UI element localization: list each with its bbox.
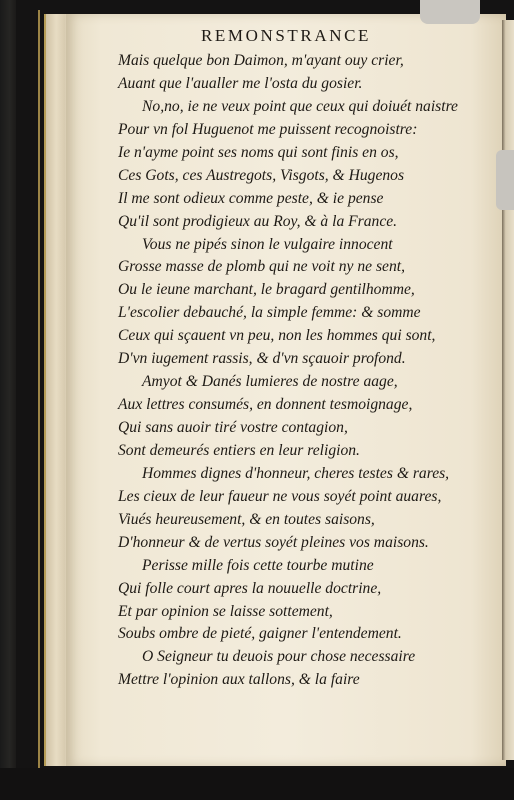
verse-line: Vous ne pipés sinon le vulgaire innocent (142, 235, 393, 253)
verse-line: Il me sont odieux comme peste, & ie pense (118, 189, 384, 207)
book-cover-edge (0, 0, 16, 800)
gilt-border-line (38, 10, 40, 770)
verse-line: Sont demeurés entiers en leur religion. (118, 441, 360, 459)
verse-line: Pour vn fol Huguenot me puissent recognoistre: (118, 120, 418, 138)
verse-line: Qu'il sont prodigieux au Roy, & à la France. (118, 212, 398, 230)
page-clip-right (496, 150, 514, 210)
verse-line: Ceux qui sçauent vn peu, non les hommes qui sont, (118, 327, 436, 345)
verse-line: L'escolier debauché, la simple femme: & somme (118, 304, 421, 322)
verse-line: Ces Gots, ces Austregots, Visgots, & Hugenos (118, 166, 405, 184)
verse-line: Ou le ieune marchant, le bragard gentilhomme, (118, 281, 415, 299)
facing-page-edge (502, 20, 514, 760)
verse-line: Mais quelque bon Daimon, m'ayant ouy crier, (118, 52, 404, 69)
verse-line: D'vn iugement rassis, & d'vn sçauoir profond. (118, 350, 406, 368)
verse-line: No,no, ie ne veux point que ceux qui doiuét naistre (142, 97, 458, 115)
scan-background-bottom (0, 768, 514, 800)
verse-line: Viués heureusement, & en toutes saisons, (118, 510, 375, 528)
verse-line: Soubs ombre de pieté, gaigner l'entendement. (118, 625, 402, 643)
verse-line: Grosse masse de plomb qui ne voit ny ne sent, (118, 258, 405, 276)
verse-line: Amyot & Danés lumieres de nostre aage, (142, 373, 398, 391)
verse-line: Aux lettres consumés, en donnent tesmoignage, (118, 396, 413, 414)
verse-line: Les cieux de leur faueur ne vous soyét point auares, (118, 487, 442, 505)
verse-line: Et par opinion se laisse sottement, (118, 602, 333, 620)
verse-line: Qui folle court apres la nouuelle doctrine, (118, 579, 382, 597)
verse-line: O Seigneur tu deuois pour chose necessaire (142, 648, 416, 666)
verse-line: D'honneur & de vertus soyét pleines vos maisons. (118, 533, 429, 551)
verse-line: Ie n'ayme point ses noms qui sont finis en os, (118, 143, 399, 161)
verse-line: Qui sans auoir tiré vostre contagion, (118, 419, 348, 436)
verse-text (118, 50, 498, 692)
verse-line: Mettre l'opinion aux tallons, & la faire (118, 671, 360, 689)
verse-line: Auant que l'aualler me l'osta du gosier. (118, 74, 363, 92)
page-clip-top (420, 0, 480, 24)
verse-line: Hommes dignes d'honneur, cheres testes & rares, (142, 464, 450, 482)
verse-line: Perisse mille fois cette tourbe mutine (142, 556, 374, 574)
running-head: REMONSTRANCE (200, 26, 372, 45)
